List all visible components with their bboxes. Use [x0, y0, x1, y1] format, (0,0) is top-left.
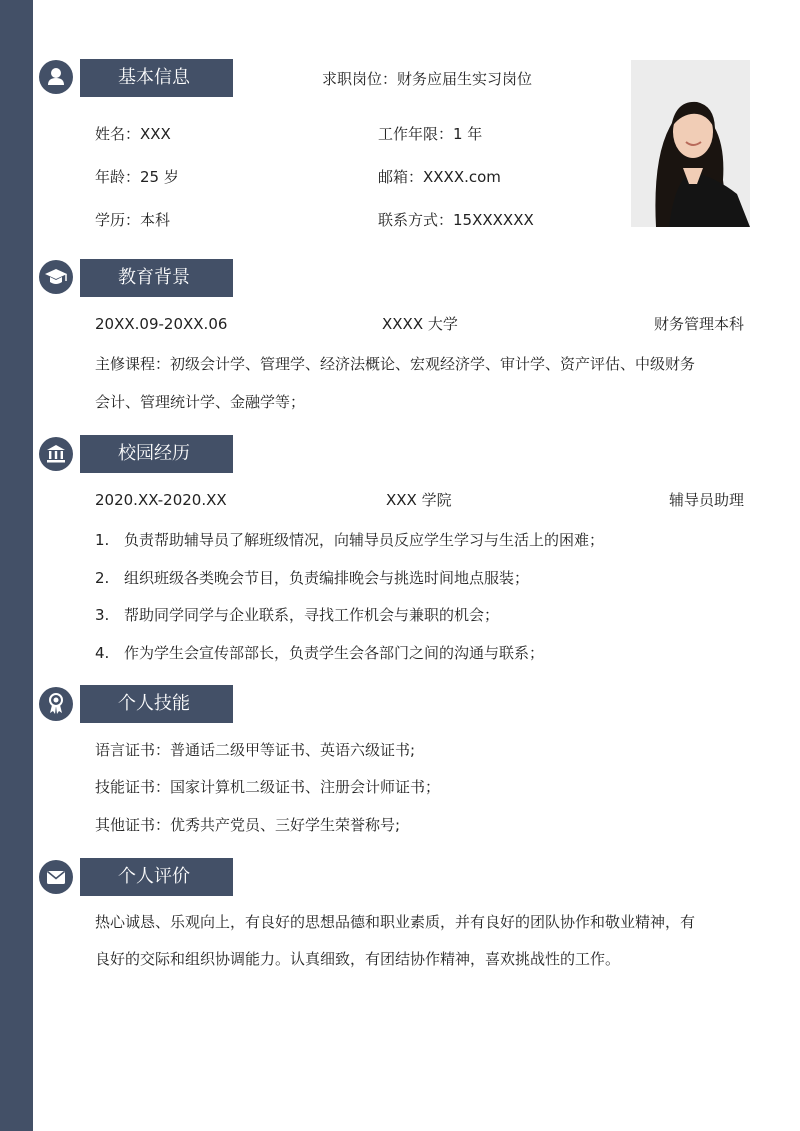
campus-item-number: 3.: [95, 606, 110, 624]
job-target: 求职岗位：财务应届生实习岗位: [322, 70, 533, 88]
graduation-cap-icon: [39, 260, 73, 294]
edu-period: 20XX.09-20XX.06: [95, 315, 228, 333]
campus-item-number: 1.: [95, 531, 110, 549]
campus-item-text: 组织班级各类晚会节目，负责编排晚会与挑选时间地点服装；: [124, 569, 530, 587]
section-title-evaluation: 个人评价: [80, 858, 233, 896]
evaluation-line-2: 良好的交际和组织协调能力。认真细致，有团结协作精神，喜欢挑战性的工作。: [95, 950, 621, 968]
edu-courses-line-1: 主修课程：初级会计学、管理学、经济法概论、宏观经济学、审计学、资产评估、中级财务: [95, 355, 696, 373]
campus-role: 辅导员助理: [668, 491, 744, 509]
education-field: 学历：本科: [95, 211, 171, 229]
section-title-basic: 基本信息: [80, 59, 233, 97]
campus-item-number: 2.: [95, 569, 110, 587]
section-title-skills: 个人技能: [80, 685, 233, 723]
envelope-icon: [39, 860, 73, 894]
age-field: 年龄：25 岁: [95, 168, 179, 186]
skill-item: 技能证书：国家计算机二级证书、注册会计师证书；: [95, 778, 441, 796]
email-field: 邮箱：XXXX.com: [378, 168, 501, 186]
skill-item: 其他证书：优秀共产党员、三好学生荣誉称号;: [95, 816, 401, 834]
section-title-campus: 校园经历: [80, 435, 233, 473]
person-icon: [39, 60, 73, 94]
campus-item-text: 作为学生会宣传部部长，负责学生会各部门之间的沟通与联系；: [124, 644, 545, 662]
profile-photo: [631, 60, 750, 227]
building-icon: [39, 437, 73, 471]
side-bar: [0, 0, 33, 1131]
evaluation-line-1: 热心诚恳、乐观向上，有良好的思想品德和职业素质，并有良好的团队协作和敬业精神，有: [95, 913, 696, 931]
campus-item-text: 帮助同学同学与企业联系，寻找工作机会与兼职的机会；: [124, 606, 500, 624]
edu-courses-line-2: 会计、管理统计学、金融学等；: [95, 393, 306, 411]
work-years-field: 工作年限：1 年: [378, 125, 483, 143]
skill-item: 语言证书：普通话二级甲等证书、英语六级证书;: [95, 741, 416, 759]
section-title-education: 教育背景: [80, 259, 233, 297]
campus-org: XXX 学院: [386, 491, 452, 509]
campus-item-number: 4.: [95, 644, 110, 662]
campus-period: 2020.XX-2020.XX: [95, 491, 227, 509]
edu-major: 财务管理本科: [653, 315, 744, 333]
award-icon: [39, 687, 73, 721]
name-field: 姓名：XXX: [95, 125, 171, 143]
campus-item-text: 负责帮助辅导员了解班级情况，向辅导员反应学生学习与生活上的困难；: [124, 531, 605, 549]
phone-field: 联系方式：15XXXXXX: [378, 211, 534, 229]
edu-school: XXXX 大学: [382, 315, 458, 333]
